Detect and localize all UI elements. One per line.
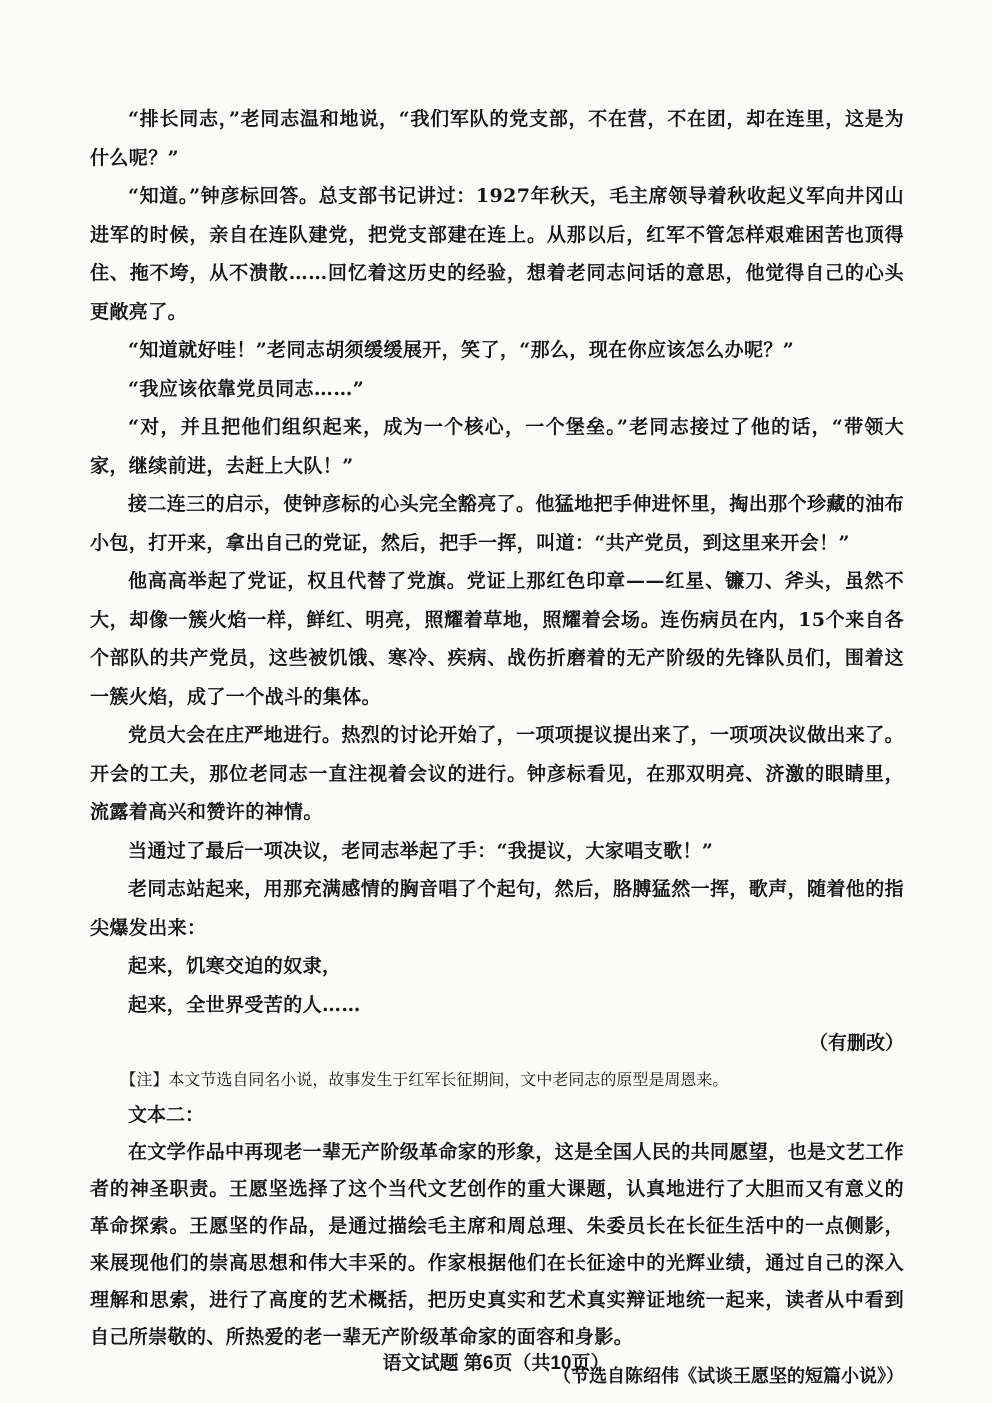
- paragraph: 在文学作品中再现老一辈无产阶级革命家的形象，这是全国人民的共同愿望，也是文艺工作者的神圣职责。王愿坚选择了这个当代文艺创作的重大课题，认真地进行了大胆而又有意义的革命探索。王愿坚的作品，是通过描绘毛主席和周总理、朱委员长在长征生活中的一点侧影，来展现他们的崇高思想和伟大丰采的。作家根据他们在长征途中的光辉业绩，通过自己的深入理解和思索，进行了高度的艺术概括，把历史真实和艺术真实辩证地统一起来，读者从中看到自己所崇敬的、所热爱的老一辈无产阶级革命家的面容和身影。: [90, 1141, 905, 1348]
- paragraph: “知道就好哇！”老同志胡须缓缓展开，笑了，“那么，现在你应该怎么办呢？”: [128, 339, 795, 361]
- paragraph: “对，并且把他们组织起来，成为一个核心，一个堡垒。”老同志接过了他的话，“带领大家，继续前进，去赶上大队！”: [90, 416, 904, 477]
- song-line: 起来，饥寒交迫的奴隶，: [128, 955, 342, 977]
- paragraph: “排长同志，”老同志温和地说，“我们军队的党支部，不在营，不在团，却在连里，这是为什么呢？”: [90, 108, 904, 169]
- paragraph: “知道。”钟彦标回答。总支部书记讲过：1927年秋天，毛主席领导着秋收起义军向井冈山进军的时候，亲自在连队建党，把党支部建在连上。从那以后，红军不管怎样艰难困苦也顶得住、拖不垮，从不溃散……回忆着这历史的经验，想着老同志问话的意思，他觉得自己的心头更敞亮了。: [90, 185, 904, 323]
- page-footer: 语文试题 第6页（共10页）: [382, 1353, 610, 1374]
- song-line: 起来，全世界受苦的人……: [128, 993, 361, 1016]
- section-heading: 文本二：: [128, 1105, 205, 1126]
- paragraph: 党员大会在庄严地进行。热烈的讨论开始了，一项项提议提出来了，一项项决议做出来了。开会的工夫，那位老同志一直注视着会议的进行。钟彦标看见，在那双明亮、济激的眼睛里，流露着高兴和赞许的神情。: [90, 724, 905, 823]
- paragraph: “我应该依靠党员同志……”: [128, 377, 365, 400]
- paragraph: 他高高举起了党证，权且代替了党旗。党证上那红色印章——红星、镰刀、斧头，虽然不大，却像一簇火焰一样，鲜红、明亮，照耀着草地，照耀着会场。连伤病员在内，15个来自各个部队的共产党员，这些被饥饿、寒冷、疾病、战伤折磨着的无产阶级的先锋队员们，围着这一簇火焰，成了一个战斗的集体。: [90, 570, 904, 708]
- source-citation: （节选自陈绍伟《试谈王愿坚的短篇小说》）: [553, 1366, 904, 1386]
- text-one: [90, 100, 904, 1098]
- annotation-note: 【注】本文节选自同名小说，故事发生于红军长征期间，文中老同志的原型是周恩来。: [120, 1072, 729, 1089]
- source-note: （有删改）: [808, 1032, 904, 1054]
- paragraph: 当通过了最后一项决议，老同志举起了手：“我提议，大家唱支歌！”: [128, 839, 714, 862]
- paragraph: 老同志站起来，用那充满感情的胸音唱了个起句，然后，胳膊猛然一挥，歌声，随着他的指尖爆发出来：: [90, 878, 905, 939]
- paragraph: 接二连三的启示，使钟彦标的心头完全豁亮了。他猛地把手伸进怀里，掏出那个珍藏的油布小包，打开来，拿出自己的党证，然后，把手一挥，叫道：“共产党员，到这里来开会！”: [90, 493, 905, 554]
